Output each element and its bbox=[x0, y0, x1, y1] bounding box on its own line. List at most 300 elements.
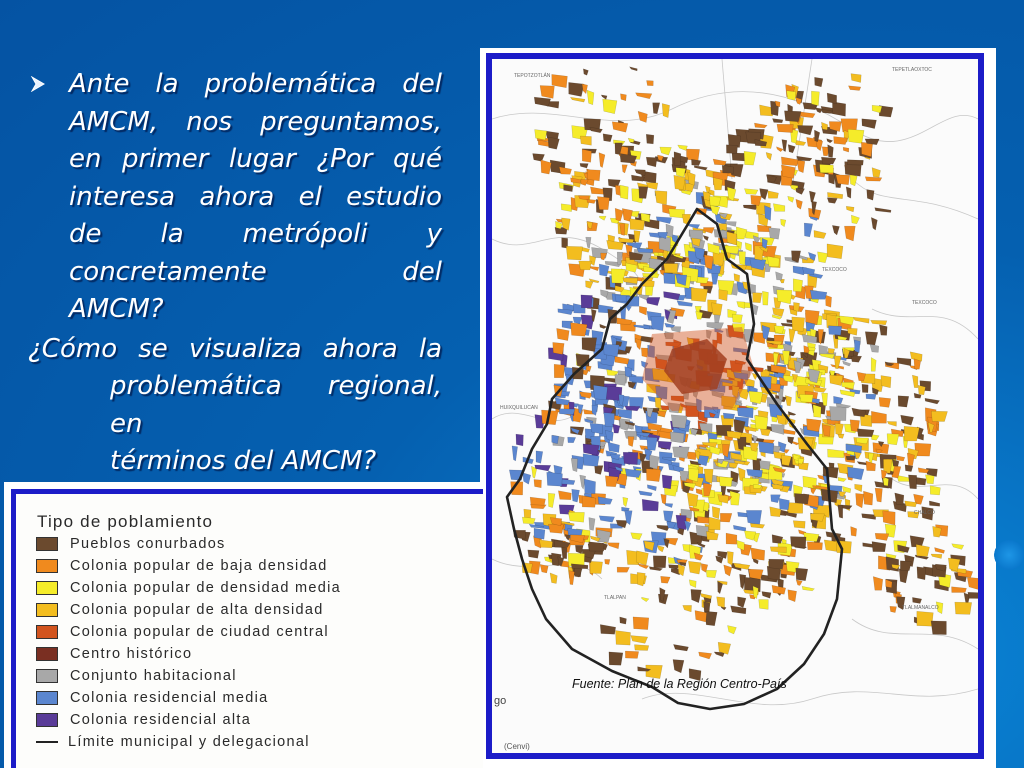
settlement-patch bbox=[867, 190, 875, 201]
settlement-patch bbox=[788, 411, 796, 415]
settlement-patch bbox=[561, 547, 567, 559]
settlement-patch bbox=[865, 332, 878, 345]
settlement-patch bbox=[657, 545, 664, 552]
settlement-patch bbox=[912, 375, 918, 388]
question-line: ¿Cómo se visualiza ahora la bbox=[28, 333, 442, 364]
place-label: TLALMANALCO bbox=[902, 605, 939, 611]
settlement-patch bbox=[797, 156, 812, 161]
settlement-patch bbox=[828, 348, 835, 354]
settlement-patch bbox=[665, 503, 673, 507]
legend-label: Colonia residencial media bbox=[70, 690, 269, 706]
settlement-patch bbox=[615, 356, 629, 364]
settlement-patch bbox=[737, 408, 753, 418]
settlement-patch bbox=[793, 279, 803, 292]
settlement-patch bbox=[612, 122, 628, 133]
settlement-patch bbox=[931, 554, 942, 559]
settlement-patch bbox=[662, 475, 672, 489]
settlement-patch bbox=[836, 175, 850, 185]
settlement-patch bbox=[916, 544, 929, 556]
settlement-patch bbox=[896, 456, 905, 461]
bullet-line: en primer lugar ¿Por qué bbox=[69, 144, 442, 174]
settlement-patch bbox=[916, 477, 926, 485]
cropped-legend-fragment: go bbox=[494, 695, 507, 707]
settlement-patch bbox=[534, 480, 542, 488]
settlement-patch bbox=[862, 514, 876, 520]
settlement-patch bbox=[734, 274, 740, 282]
settlement-patch bbox=[512, 446, 518, 461]
settlement-patch bbox=[647, 81, 654, 86]
settlement-patch bbox=[599, 516, 615, 523]
settlement-patch bbox=[892, 460, 899, 467]
settlement-patch bbox=[729, 463, 738, 468]
settlement-patch bbox=[908, 475, 916, 489]
settlement-patch bbox=[827, 244, 843, 259]
settlement-patch bbox=[814, 230, 826, 238]
settlement-patch bbox=[704, 469, 713, 484]
settlement-patch bbox=[555, 398, 570, 405]
settlement-patch bbox=[646, 297, 660, 305]
settlement-patch bbox=[856, 493, 864, 508]
legend-label: Colonia popular de densidad media bbox=[70, 580, 342, 596]
settlement-patch bbox=[620, 617, 627, 624]
settlement-patch bbox=[820, 164, 834, 173]
settlement-patch bbox=[709, 517, 720, 530]
settlement-patch bbox=[931, 621, 946, 635]
settlement-patch bbox=[687, 452, 696, 460]
settlement-patch bbox=[664, 264, 678, 274]
settlement-patch bbox=[828, 449, 845, 458]
place-label: CHALCO bbox=[914, 510, 935, 516]
settlement-patch bbox=[863, 491, 873, 505]
settlement-patch bbox=[534, 97, 551, 106]
settlement-patch bbox=[871, 411, 886, 423]
settlement-patch bbox=[854, 340, 860, 353]
settlement-patch bbox=[738, 597, 747, 608]
settlement-patch bbox=[707, 322, 724, 329]
settlement-patch bbox=[691, 288, 708, 302]
settlement-patch bbox=[733, 525, 746, 531]
settlement-patch bbox=[898, 396, 909, 407]
settlement-patch bbox=[557, 328, 570, 340]
settlement-patch bbox=[846, 187, 851, 199]
settlement-patch bbox=[687, 493, 698, 507]
settlement-patch bbox=[569, 82, 585, 96]
settlement-patch bbox=[855, 484, 863, 492]
settlement-patch bbox=[917, 567, 926, 580]
settlement-patch bbox=[653, 556, 666, 568]
legend-color-swatch bbox=[36, 647, 58, 661]
settlement-patch bbox=[581, 295, 593, 308]
settlement-patch bbox=[625, 651, 638, 658]
settlement-patch bbox=[673, 644, 688, 651]
settlement-patch bbox=[899, 569, 908, 583]
settlement-patch bbox=[827, 139, 833, 143]
settlement-patch bbox=[851, 215, 859, 224]
settlement-patch bbox=[875, 208, 891, 213]
settlement-patch bbox=[571, 564, 588, 569]
settlement-patch bbox=[600, 324, 607, 329]
settlement-patch bbox=[821, 157, 836, 164]
settlement-patch bbox=[853, 317, 869, 323]
settlement-patch bbox=[658, 441, 671, 450]
settlement-patch bbox=[749, 391, 763, 404]
settlement-patch bbox=[781, 219, 786, 227]
settlement-patch bbox=[559, 409, 575, 415]
settlement-patch bbox=[918, 385, 925, 395]
legend-label: Colonia popular de baja densidad bbox=[70, 558, 328, 574]
settlement-patch bbox=[760, 461, 771, 470]
settlement-patch bbox=[689, 469, 699, 482]
settlement-patch bbox=[683, 605, 692, 612]
settlement-patch bbox=[754, 416, 768, 430]
settlement-patch bbox=[967, 577, 978, 590]
legend-color-swatch bbox=[36, 603, 58, 617]
settlement-patch bbox=[713, 178, 723, 190]
settlement-patch bbox=[547, 472, 563, 486]
settlement-patch bbox=[648, 423, 662, 431]
settlement-patch bbox=[925, 398, 940, 404]
settlement-patch bbox=[579, 261, 592, 270]
settlement-patch bbox=[634, 645, 648, 651]
settlement-patch bbox=[635, 170, 646, 176]
settlement-patch bbox=[776, 147, 783, 152]
settlement-patch bbox=[832, 102, 845, 116]
legend-item bbox=[36, 578, 341, 598]
settlement-patch bbox=[826, 295, 832, 307]
settlement-patch bbox=[533, 154, 545, 162]
settlement-patch bbox=[586, 237, 591, 248]
settlement-patch bbox=[852, 408, 866, 417]
settlement-patch bbox=[834, 396, 844, 404]
settlement-patch bbox=[768, 191, 779, 198]
settlement-patch bbox=[595, 466, 604, 475]
map-source-caption: Fuente: Plan de la Región Centro-País bbox=[572, 677, 787, 691]
settlement-patch bbox=[879, 397, 891, 407]
settlement-patch bbox=[662, 104, 670, 118]
settlement-patch bbox=[800, 394, 814, 402]
settlement-patch bbox=[699, 652, 712, 659]
bullet-point bbox=[28, 66, 442, 329]
settlement-patch bbox=[904, 426, 919, 441]
legend-color-swatch bbox=[36, 713, 58, 727]
decorative-circle bbox=[994, 540, 1024, 570]
settlement-patch bbox=[523, 473, 531, 484]
settlement-patch bbox=[847, 160, 863, 165]
settlement-patch bbox=[747, 469, 763, 477]
settlement-patch bbox=[608, 442, 620, 452]
settlement-patch bbox=[622, 165, 627, 173]
settlement-patch bbox=[581, 179, 589, 185]
settlement-patch bbox=[617, 567, 629, 572]
settlement-patch bbox=[611, 269, 625, 284]
settlement-patch bbox=[901, 415, 914, 425]
settlement-patch bbox=[834, 137, 848, 145]
settlement-patch bbox=[516, 434, 524, 446]
settlement-patch bbox=[726, 145, 737, 154]
legend-label: Pueblos conurbados bbox=[70, 536, 226, 552]
settlement-patch bbox=[821, 122, 827, 130]
settlement-patch bbox=[759, 442, 774, 455]
settlement-patch bbox=[709, 196, 721, 206]
settlement-patch bbox=[930, 486, 940, 495]
settlement-patch bbox=[766, 152, 772, 160]
settlement-patch bbox=[706, 570, 717, 578]
settlement-patch bbox=[754, 123, 767, 128]
settlement-patch bbox=[564, 185, 573, 192]
bullet-line: de la metrópoli y bbox=[69, 219, 442, 249]
settlement-patch bbox=[628, 437, 634, 447]
settlement-patch bbox=[734, 419, 745, 433]
settlement-patch bbox=[600, 625, 616, 635]
settlement-patch bbox=[925, 475, 934, 484]
settlement-patch bbox=[633, 617, 649, 630]
settlement-patch bbox=[745, 243, 751, 252]
settlement-patch bbox=[762, 592, 771, 599]
settlement-patch bbox=[862, 119, 877, 129]
settlement-patch bbox=[615, 375, 625, 386]
settlement-patch bbox=[713, 159, 726, 165]
settlement-patch bbox=[750, 523, 764, 528]
settlement-patch bbox=[631, 636, 648, 644]
settlement-patch bbox=[583, 444, 599, 455]
settlement-patch bbox=[787, 91, 796, 101]
place-label: TEXCOCO bbox=[912, 300, 937, 306]
settlement-patch bbox=[712, 303, 723, 316]
settlement-patch bbox=[824, 540, 837, 552]
legend-color-swatch bbox=[36, 625, 58, 639]
settlement-patch bbox=[634, 231, 640, 243]
legend-label: Colonia popular de alta densidad bbox=[70, 602, 324, 618]
settlement-patch bbox=[599, 216, 606, 220]
settlement-patch bbox=[770, 547, 786, 553]
settlement-patch bbox=[712, 507, 720, 519]
legend-line-swatch bbox=[36, 741, 58, 743]
settlement-patch bbox=[669, 209, 685, 218]
settlement-patch bbox=[582, 149, 592, 162]
settlement-patch bbox=[810, 290, 827, 299]
legend-label: Límite municipal y delegacional bbox=[68, 734, 310, 750]
settlement-patch bbox=[830, 406, 847, 420]
question-line: problemática regional, en bbox=[110, 371, 442, 439]
legend-label: Colonia popular de ciudad central bbox=[70, 624, 329, 640]
settlement-patch bbox=[905, 501, 917, 507]
settlement-patch bbox=[751, 548, 765, 561]
settlement-patch bbox=[788, 196, 794, 202]
settlement-patch bbox=[580, 163, 588, 168]
settlement-patch bbox=[730, 491, 740, 505]
legend-item bbox=[36, 732, 310, 752]
slide-text bbox=[28, 66, 442, 481]
settlement-patch bbox=[887, 421, 896, 426]
settlement-patch bbox=[625, 306, 631, 312]
legend-color-swatch bbox=[36, 691, 58, 705]
settlement-patch bbox=[664, 292, 681, 301]
settlement-patch bbox=[811, 91, 819, 106]
settlement-patch bbox=[599, 153, 605, 168]
settlement-patch bbox=[688, 172, 696, 185]
settlement-patch bbox=[623, 452, 638, 464]
settlement-patch bbox=[931, 411, 947, 421]
settlement-patch bbox=[873, 577, 883, 591]
settlement-patch bbox=[587, 90, 594, 105]
place-label: TEXCOCO bbox=[822, 267, 847, 273]
settlement-patch bbox=[784, 111, 801, 122]
settlement-patch bbox=[623, 278, 638, 284]
settlement-patch bbox=[799, 112, 815, 118]
legend-item bbox=[36, 556, 328, 576]
settlement-patch bbox=[603, 134, 612, 142]
settlement-patch bbox=[647, 437, 658, 450]
settlement-patch bbox=[663, 511, 673, 523]
legend-label: Conjunto habitacional bbox=[70, 668, 237, 684]
settlement-patch bbox=[623, 497, 628, 506]
settlement-patch bbox=[788, 590, 797, 602]
settlement-patch bbox=[671, 415, 687, 429]
settlement-patch bbox=[732, 314, 742, 323]
settlement-patch bbox=[530, 497, 545, 505]
settlement-patch bbox=[726, 533, 737, 544]
settlement-patch bbox=[802, 267, 815, 275]
settlement-patch bbox=[590, 187, 603, 194]
settlement-patch bbox=[628, 138, 634, 142]
settlement-patch bbox=[607, 543, 619, 549]
settlement-patch bbox=[584, 479, 595, 494]
settlement-patch bbox=[875, 488, 882, 502]
settlement-patch bbox=[871, 320, 887, 325]
settlement-patch bbox=[720, 513, 732, 522]
place-label: TLALPAN bbox=[604, 595, 626, 601]
legend-title: Tipo de poblamiento bbox=[37, 512, 214, 531]
settlement-patch bbox=[674, 152, 681, 166]
settlement-patch bbox=[548, 137, 559, 149]
settlement-patch bbox=[952, 587, 967, 593]
legend-label: Colonia residencial alta bbox=[70, 712, 252, 728]
settlement-patch bbox=[807, 542, 822, 550]
settlement-patch bbox=[655, 398, 661, 409]
settlement-patch bbox=[865, 177, 882, 181]
settlement-patch bbox=[792, 317, 805, 332]
settlement-patch bbox=[827, 198, 837, 204]
settlement-patch bbox=[871, 217, 877, 230]
settlement-patch bbox=[796, 568, 808, 581]
settlement-patch bbox=[630, 67, 638, 71]
legend-item bbox=[36, 710, 251, 730]
settlement-patch bbox=[857, 429, 874, 437]
settlement-patch bbox=[590, 561, 603, 573]
settlement-patch bbox=[807, 419, 822, 432]
legend-color-swatch bbox=[36, 581, 58, 595]
settlement-patch bbox=[851, 527, 857, 537]
settlement-patch bbox=[599, 264, 609, 276]
settlement-patch bbox=[534, 528, 545, 539]
settlement-patch bbox=[553, 342, 565, 354]
settlement-patch bbox=[785, 396, 791, 406]
settlement-patch bbox=[642, 499, 658, 511]
settlement-patch bbox=[558, 491, 571, 500]
settlement-patch bbox=[661, 494, 667, 505]
settlement-patch bbox=[572, 489, 580, 502]
settlement-patch bbox=[843, 147, 849, 152]
settlement-patch bbox=[589, 518, 595, 531]
follow-up-question bbox=[28, 331, 442, 481]
settlement-map bbox=[492, 59, 978, 753]
settlement-patch bbox=[832, 225, 839, 235]
settlement-patch bbox=[541, 160, 552, 174]
settlement-patch bbox=[743, 205, 758, 210]
settlement-patch bbox=[739, 251, 746, 265]
settlement-patch bbox=[639, 187, 648, 199]
legend-color-swatch bbox=[36, 559, 58, 573]
settlement-patch bbox=[917, 611, 934, 626]
settlement-patch bbox=[589, 542, 604, 551]
settlement-patch bbox=[559, 167, 571, 175]
settlement-patch bbox=[657, 411, 666, 418]
settlement-patch bbox=[552, 74, 568, 87]
settlement-patch bbox=[723, 413, 735, 419]
settlement-patch bbox=[895, 493, 904, 505]
settlement-patch bbox=[744, 189, 758, 195]
settlement-patch bbox=[598, 497, 612, 505]
settlement-patch bbox=[872, 105, 882, 113]
settlement-patch bbox=[777, 124, 794, 132]
settlement-patch bbox=[522, 517, 535, 524]
settlement-patch bbox=[653, 103, 660, 114]
settlement-patch bbox=[900, 561, 911, 571]
settlement-patch bbox=[842, 382, 855, 389]
settlement-patch bbox=[688, 561, 701, 574]
settlement-patch bbox=[788, 145, 795, 153]
settlement-patch bbox=[569, 571, 575, 585]
settlement-patch bbox=[647, 485, 656, 491]
settlement-patch bbox=[583, 69, 588, 76]
settlement-patch bbox=[646, 157, 657, 167]
settlement-patch bbox=[686, 149, 699, 161]
settlement-patch bbox=[772, 535, 783, 544]
settlement-patch bbox=[815, 77, 824, 87]
settlement-patch bbox=[759, 600, 769, 610]
settlement-patch bbox=[691, 589, 702, 602]
bullet-line: AMCM? bbox=[69, 294, 164, 324]
settlement-patch bbox=[820, 354, 835, 359]
legend-item bbox=[36, 622, 329, 642]
settlement-patch bbox=[603, 344, 619, 357]
settlement-patch bbox=[666, 224, 674, 237]
settlement-patch bbox=[846, 456, 855, 460]
settlement-patch bbox=[631, 533, 643, 540]
settlement-patch bbox=[818, 252, 828, 263]
settlement-patch bbox=[770, 507, 781, 517]
settlement-patch bbox=[907, 453, 914, 466]
settlement-patch bbox=[883, 511, 896, 525]
settlement-patch bbox=[744, 151, 756, 165]
legend-item bbox=[36, 644, 192, 664]
settlement-patch bbox=[571, 323, 588, 337]
settlement-patch bbox=[776, 272, 783, 280]
settlement-patch bbox=[851, 74, 861, 83]
settlement-patch bbox=[875, 533, 889, 540]
settlement-patch bbox=[768, 465, 782, 480]
settlement-patch bbox=[615, 208, 623, 221]
settlement-patch bbox=[561, 204, 572, 212]
settlement-patch bbox=[586, 281, 594, 289]
settlement-patch bbox=[862, 384, 868, 392]
settlement-patch bbox=[642, 597, 649, 602]
settlement-patch bbox=[673, 660, 684, 673]
legend-item bbox=[36, 666, 237, 686]
settlement-patch bbox=[568, 437, 576, 443]
map-panel bbox=[486, 53, 984, 759]
settlement-patch bbox=[548, 524, 563, 533]
